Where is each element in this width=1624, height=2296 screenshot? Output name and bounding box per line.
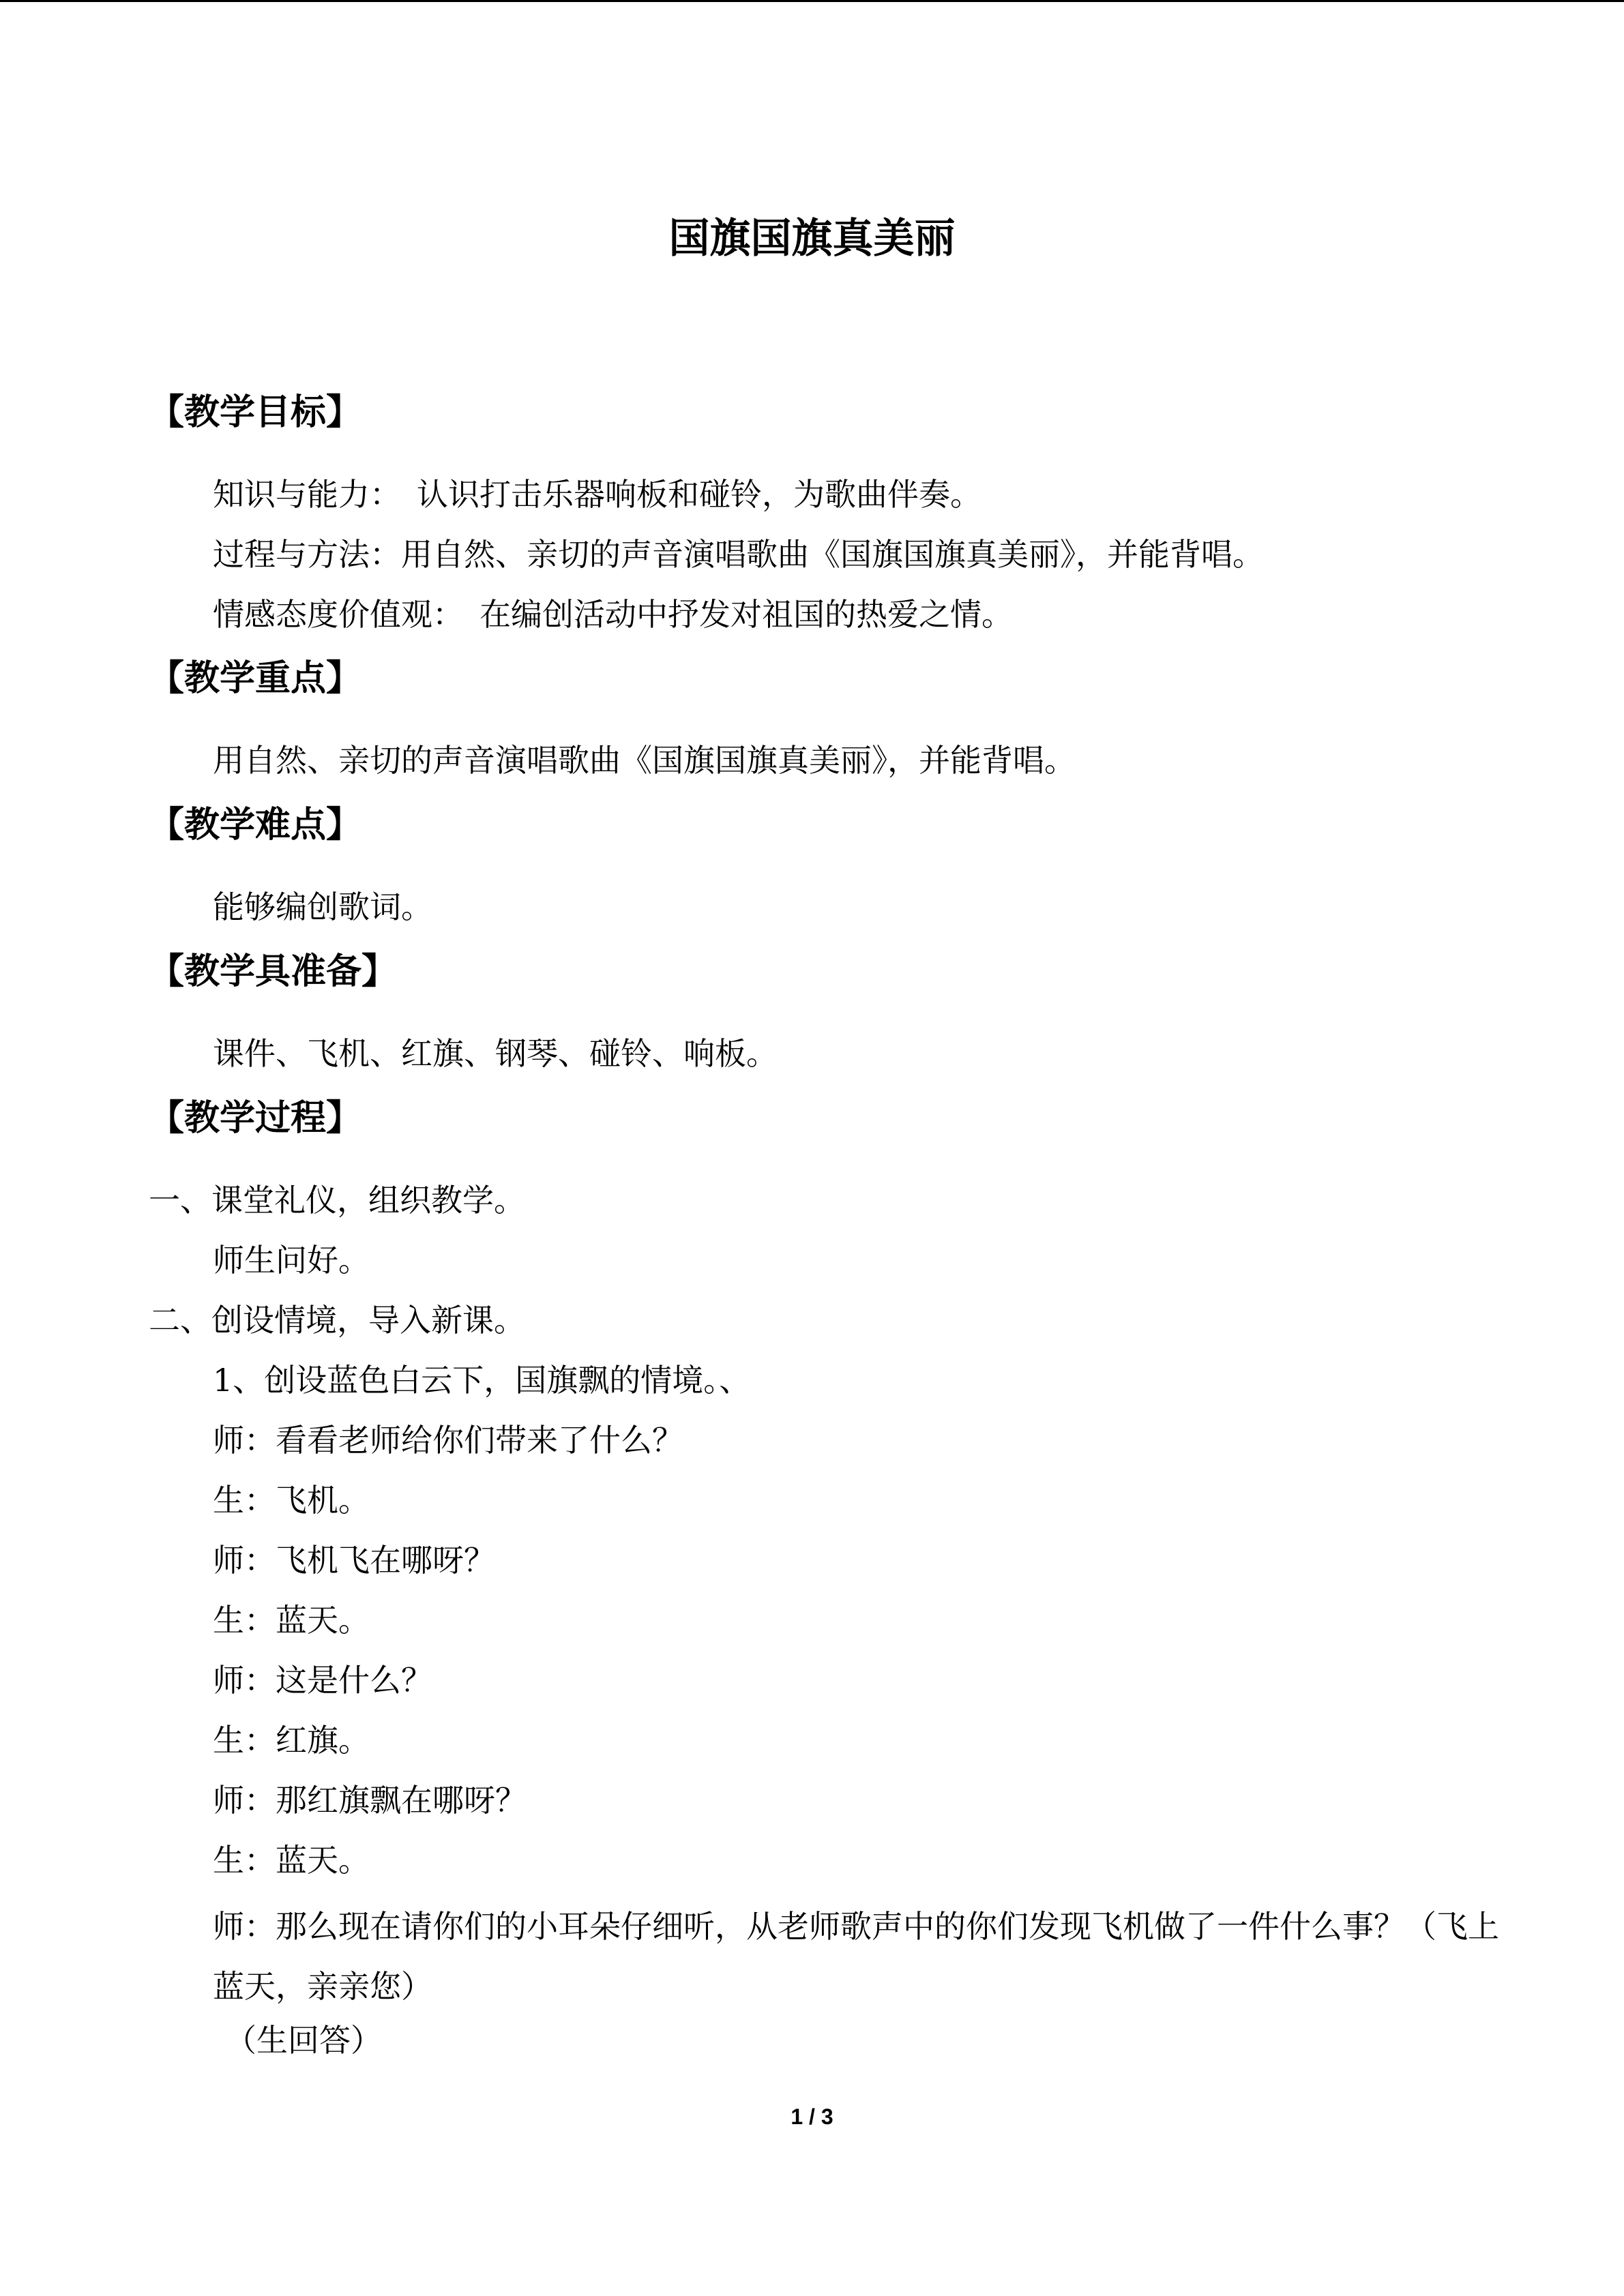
key-point-line: 用自然、亲切的声音演唱歌曲《国旗国旗真美丽》，并能背唱。	[213, 742, 1076, 779]
objective-line-process: 过程与方法：用自然、亲切的声音演唱歌曲《国旗国旗真美丽》，并能背唱。	[213, 536, 1264, 573]
difficulty-line: 能够编创歌词。	[213, 889, 432, 925]
process-step-2: 二、创设情境，导入新课。	[149, 1302, 525, 1339]
dialogue-line: 师：这是什么？	[213, 1662, 432, 1699]
document-title: 国旗国旗真美丽	[668, 215, 956, 263]
student-answer-note: （生回答）	[225, 2022, 382, 2059]
top-border-line	[0, 0, 1624, 2]
page-indicator: 1 / 3	[791, 2104, 833, 2129]
dialogue-line-wrapped: 师：那么现在请你们的小耳朵仔细听，从老师歌声中的你们发现飞机做了一件什么事？（飞上蓝天，亲亲您）	[213, 1908, 1499, 2005]
objective-line-knowledge: 知识与能力： 认识打击乐器响板和碰铃，为歌曲伴奏。	[213, 476, 981, 513]
section-heading-difficulties: 【教学难点】	[149, 804, 362, 846]
dialogue-line: 生：蓝天。	[213, 1602, 370, 1639]
section-heading-objectives: 【教学目标】	[149, 391, 362, 433]
process-line: 师生问好。	[213, 1242, 370, 1279]
section-heading-key-points: 【教学重点】	[149, 657, 362, 699]
section-heading-materials: 【教学具准备】	[149, 951, 398, 992]
process-line: 1、创设蓝色白云下，国旗飘的情境。、	[213, 1362, 751, 1399]
dialogue-line: 生：蓝天。	[213, 1842, 370, 1879]
section-heading-process: 【教学过程】	[149, 1097, 362, 1139]
dialogue-line: 师：看看老师给你们带来了什么？	[213, 1422, 683, 1459]
process-step-1: 一、课堂礼仪，组织教学。	[149, 1182, 525, 1219]
materials-line: 课件、飞机、红旗、钢琴、碰铃、响板。	[213, 1035, 778, 1072]
objective-line-attitude: 情感态度价值观： 在编创活动中抒发对祖国的热爱之情。	[213, 596, 1013, 633]
dialogue-line: 生：飞机。	[213, 1482, 370, 1519]
dialogue-line: 师：那红旗飘在哪呀？	[213, 1782, 527, 1819]
dialogue-line: 生：红旗。	[213, 1722, 370, 1759]
dialogue-line: 师：飞机飞在哪呀？	[213, 1542, 495, 1579]
